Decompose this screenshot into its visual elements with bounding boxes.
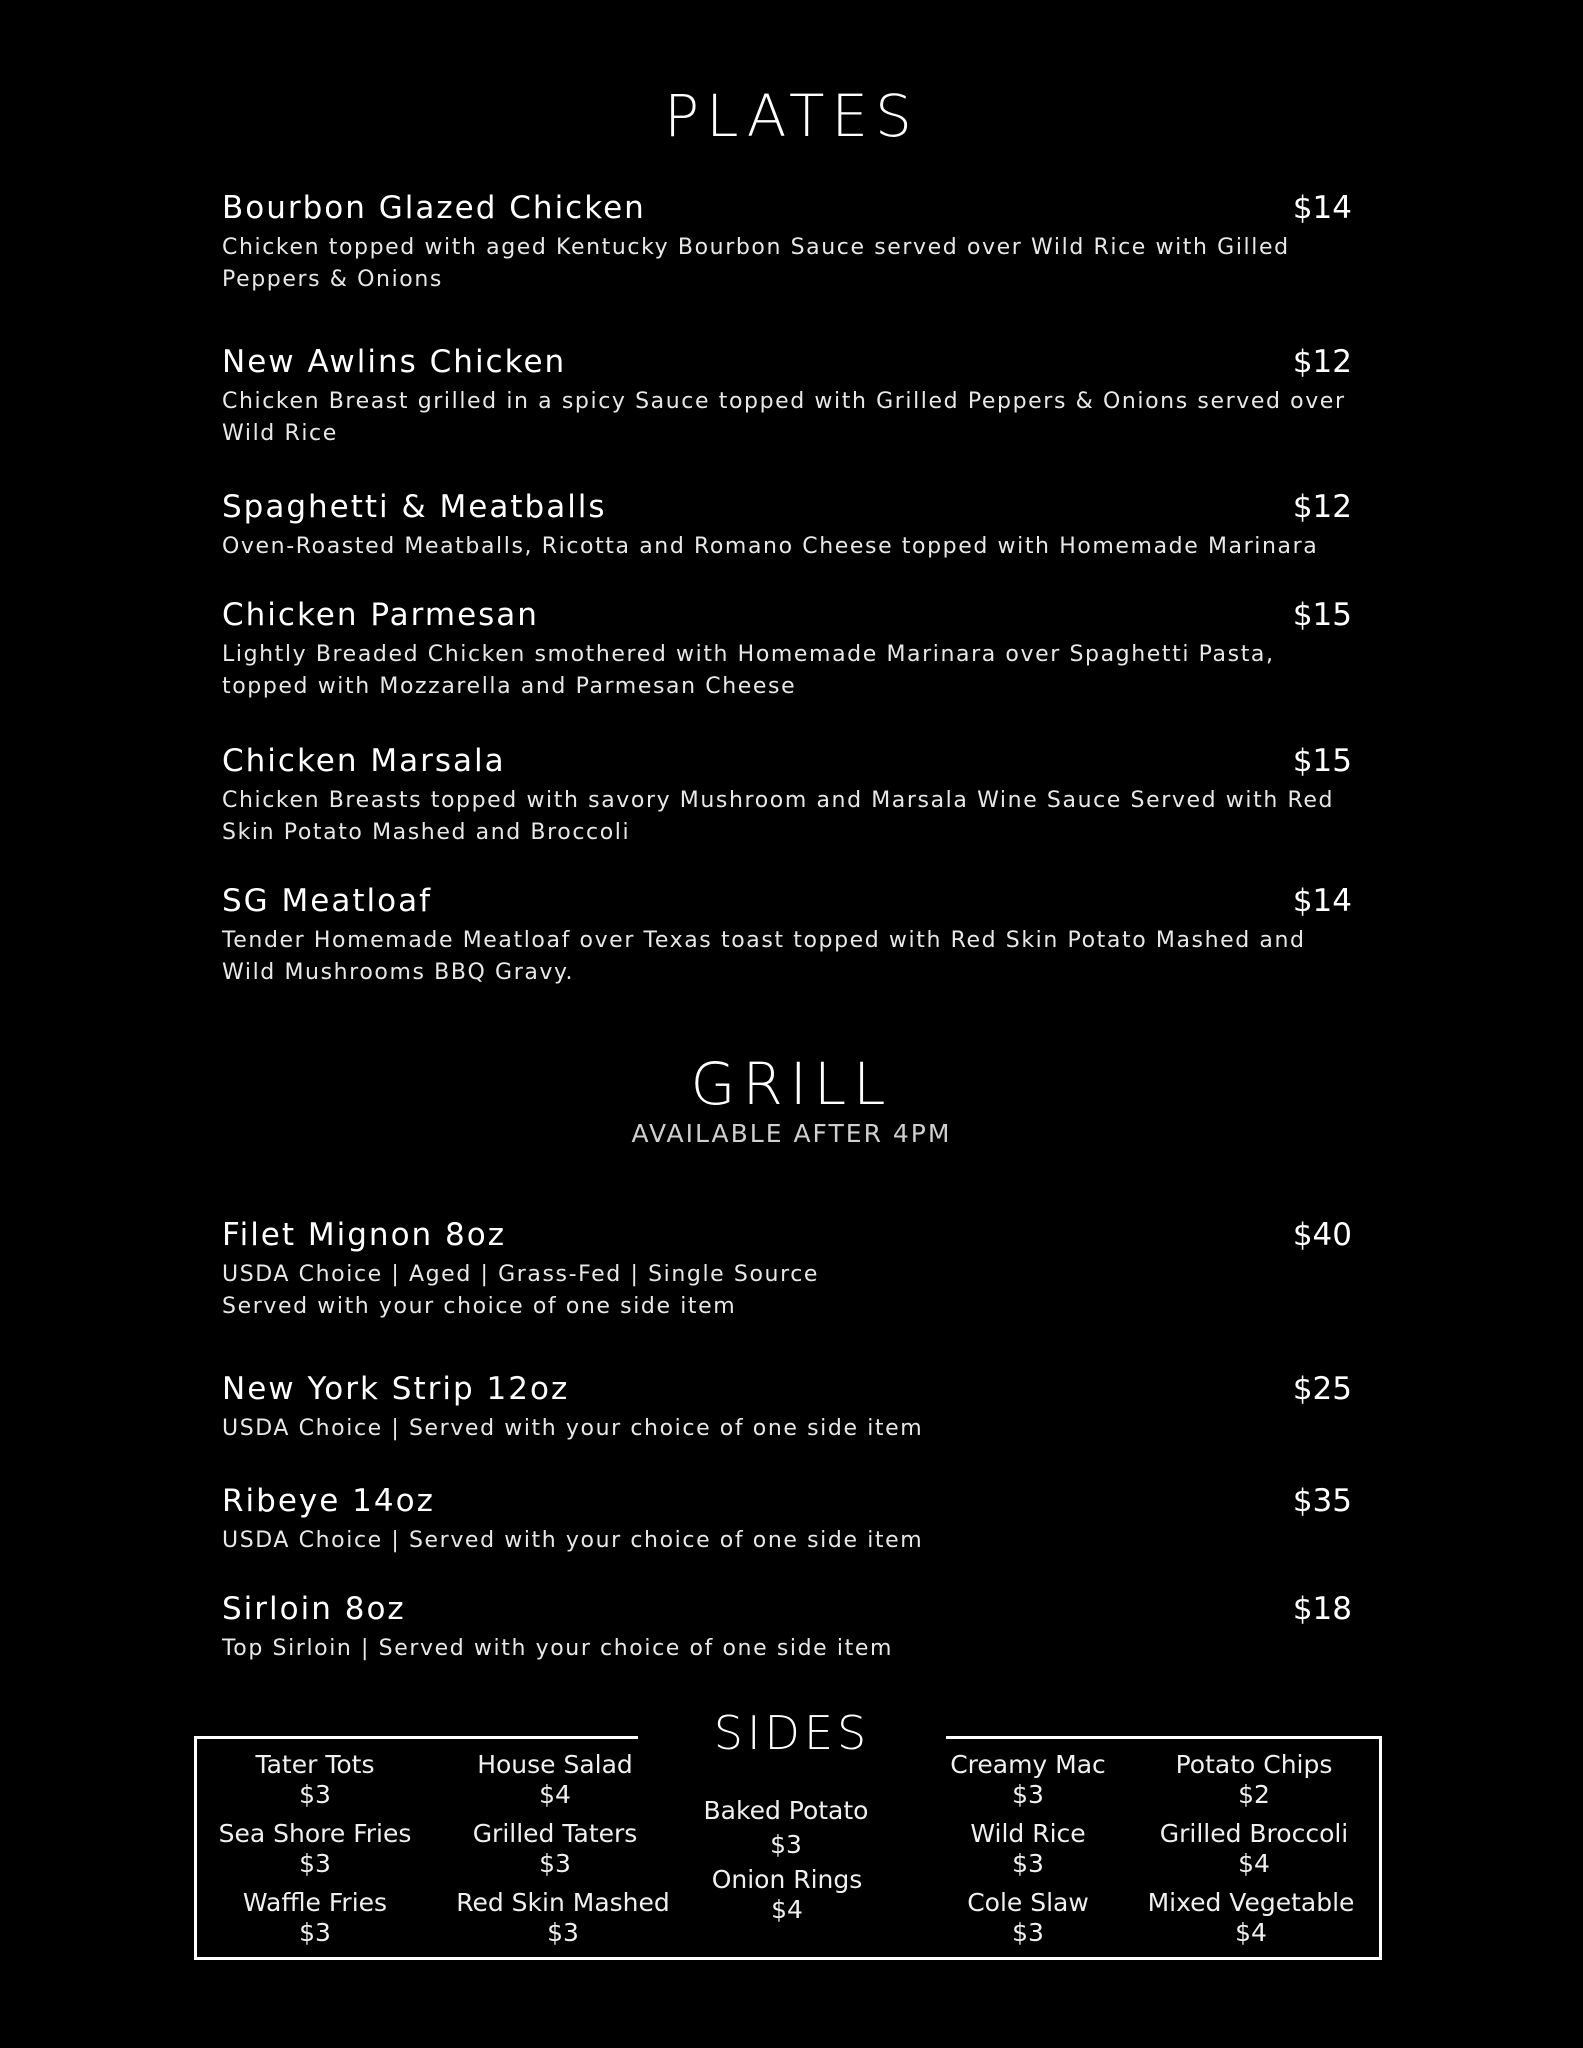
item-description: Tender Homemade Meatloaf over Texas toast topped with Red Skin Potato Mashed and Wild Mushrooms BBQ Gravy. xyxy=(222,928,1306,985)
side-name: Baked Potato xyxy=(703,1796,869,1825)
side-item xyxy=(1131,1888,1371,1948)
side-name: Potato Chips xyxy=(1175,1750,1333,1779)
item-price: $12 xyxy=(1292,489,1352,525)
menu-item-new-york-strip xyxy=(222,1369,1362,1445)
item-description: Oven-Roasted Meatballs, Ricotta and Romano Cheese topped with Homemade Marinara xyxy=(222,534,1319,559)
item-name: Spaghetti & Meatballs xyxy=(222,489,607,525)
side-name: Onion Rings xyxy=(711,1865,863,1894)
menu-item-ribeye xyxy=(222,1481,1362,1557)
side-name: Creamy Mac xyxy=(950,1750,1106,1779)
side-price: $4 xyxy=(1235,1918,1267,1947)
item-description-line: Served with your choice of one side item xyxy=(222,1294,737,1319)
side-item xyxy=(908,1819,1148,1879)
side-price: $3 xyxy=(299,1849,331,1878)
side-price: $3 xyxy=(299,1780,331,1809)
side-price: $4 xyxy=(1238,1849,1270,1878)
side-price: $3 xyxy=(547,1918,579,1947)
menu-item-new-awlins-chicken xyxy=(222,342,1362,450)
item-price: $40 xyxy=(1292,1217,1352,1253)
side-name: House Salad xyxy=(477,1750,633,1779)
side-item xyxy=(908,1888,1148,1948)
side-price: $4 xyxy=(539,1780,571,1809)
side-name: Sea Shore Fries xyxy=(218,1819,412,1848)
item-name: New York Strip 12oz xyxy=(222,1371,570,1407)
side-item xyxy=(1134,1819,1374,1879)
menu-item-chicken-marsala xyxy=(222,741,1362,849)
side-name: Waffle Fries xyxy=(242,1888,388,1917)
item-description: USDA Choice | Served with your choice of one side item xyxy=(222,1528,924,1553)
item-description-line: USDA Choice | Aged | Grass-Fed | Single Source xyxy=(222,1262,820,1287)
side-price: $3 xyxy=(299,1918,331,1947)
item-name: Sirloin 8oz xyxy=(222,1591,406,1627)
side-price: $3 xyxy=(539,1849,571,1878)
side-price: $3 xyxy=(770,1830,802,1859)
item-price: $35 xyxy=(1292,1483,1352,1519)
side-price: $2 xyxy=(1238,1780,1270,1809)
item-price: $15 xyxy=(1292,597,1352,633)
side-name: Red Skin Mashed xyxy=(456,1888,670,1917)
menu-item-sg-meatloaf xyxy=(222,881,1362,989)
side-item xyxy=(435,1819,675,1879)
side-name: Wild Rice xyxy=(970,1819,1086,1848)
sides-section-title: SIDES xyxy=(713,1706,871,1760)
item-name: New Awlins Chicken xyxy=(222,344,567,380)
item-price: $14 xyxy=(1292,190,1352,226)
item-description: Top Sirloin | Served with your choice of one side item xyxy=(222,1636,893,1661)
side-item xyxy=(908,1750,1148,1810)
side-price: $4 xyxy=(771,1895,803,1924)
side-name: Cole Slaw xyxy=(967,1888,1089,1917)
item-description: Chicken Breast grilled in a spicy Sauce topped with Grilled Peppers & Onions served over Wild Rice xyxy=(222,389,1346,446)
grill-availability-note: AVAILABLE AFTER 4PM xyxy=(631,1119,952,1148)
side-price: $3 xyxy=(1012,1918,1044,1947)
side-price: $3 xyxy=(1012,1780,1044,1809)
item-name: Chicken Marsala xyxy=(222,743,506,779)
side-item xyxy=(666,1796,906,1860)
side-name: Grilled Taters xyxy=(472,1819,638,1848)
item-price: $14 xyxy=(1292,883,1352,919)
side-name: Grilled Broccoli xyxy=(1159,1819,1349,1848)
side-item xyxy=(667,1865,907,1925)
item-price: $12 xyxy=(1292,344,1352,380)
menu-item-filet-mignon xyxy=(222,1215,1362,1323)
menu-item-spaghetti-meatballs xyxy=(222,487,1362,563)
item-name: SG Meatloaf xyxy=(222,883,433,919)
grill-section-title: GRILL xyxy=(690,1050,893,1118)
item-price: $25 xyxy=(1292,1371,1352,1407)
item-description: Lightly Breaded Chicken smothered with Homemade Marinara over Spaghetti Pasta, topped with Mozzarella and Parmesan Cheese xyxy=(222,642,1275,699)
side-item xyxy=(195,1750,435,1810)
item-name: Chicken Parmesan xyxy=(222,597,539,633)
menu-item-chicken-parmesan xyxy=(222,595,1362,703)
plates-section-title: PLATES xyxy=(664,82,919,150)
side-price: $3 xyxy=(1012,1849,1044,1878)
side-name: Tater Tots xyxy=(255,1750,375,1779)
side-name: Mixed Vegetable xyxy=(1147,1888,1355,1917)
side-item xyxy=(443,1888,683,1948)
item-description: USDA Choice | Served with your choice of one side item xyxy=(222,1416,924,1441)
menu-item-sirloin xyxy=(222,1589,1362,1665)
side-item xyxy=(195,1888,435,1948)
item-name: Bourbon Glazed Chicken xyxy=(222,190,646,226)
side-item xyxy=(195,1819,435,1879)
item-description: Chicken topped with aged Kentucky Bourbon Sauce served over Wild Rice with Gilled Peppers & Onions xyxy=(222,235,1290,292)
item-description xyxy=(222,1259,1352,1323)
item-price: $18 xyxy=(1292,1591,1352,1627)
side-item xyxy=(435,1750,675,1810)
item-name: Ribeye 14oz xyxy=(222,1483,435,1519)
side-item xyxy=(1134,1750,1374,1810)
menu-item-bourbon-glazed-chicken xyxy=(222,188,1362,296)
item-price: $15 xyxy=(1292,743,1352,779)
item-name: Filet Mignon 8oz xyxy=(222,1217,506,1253)
item-description: Chicken Breasts topped with savory Mushroom and Marsala Wine Sauce Served with Red Skin Potato Mashed and Broccoli xyxy=(222,788,1335,845)
